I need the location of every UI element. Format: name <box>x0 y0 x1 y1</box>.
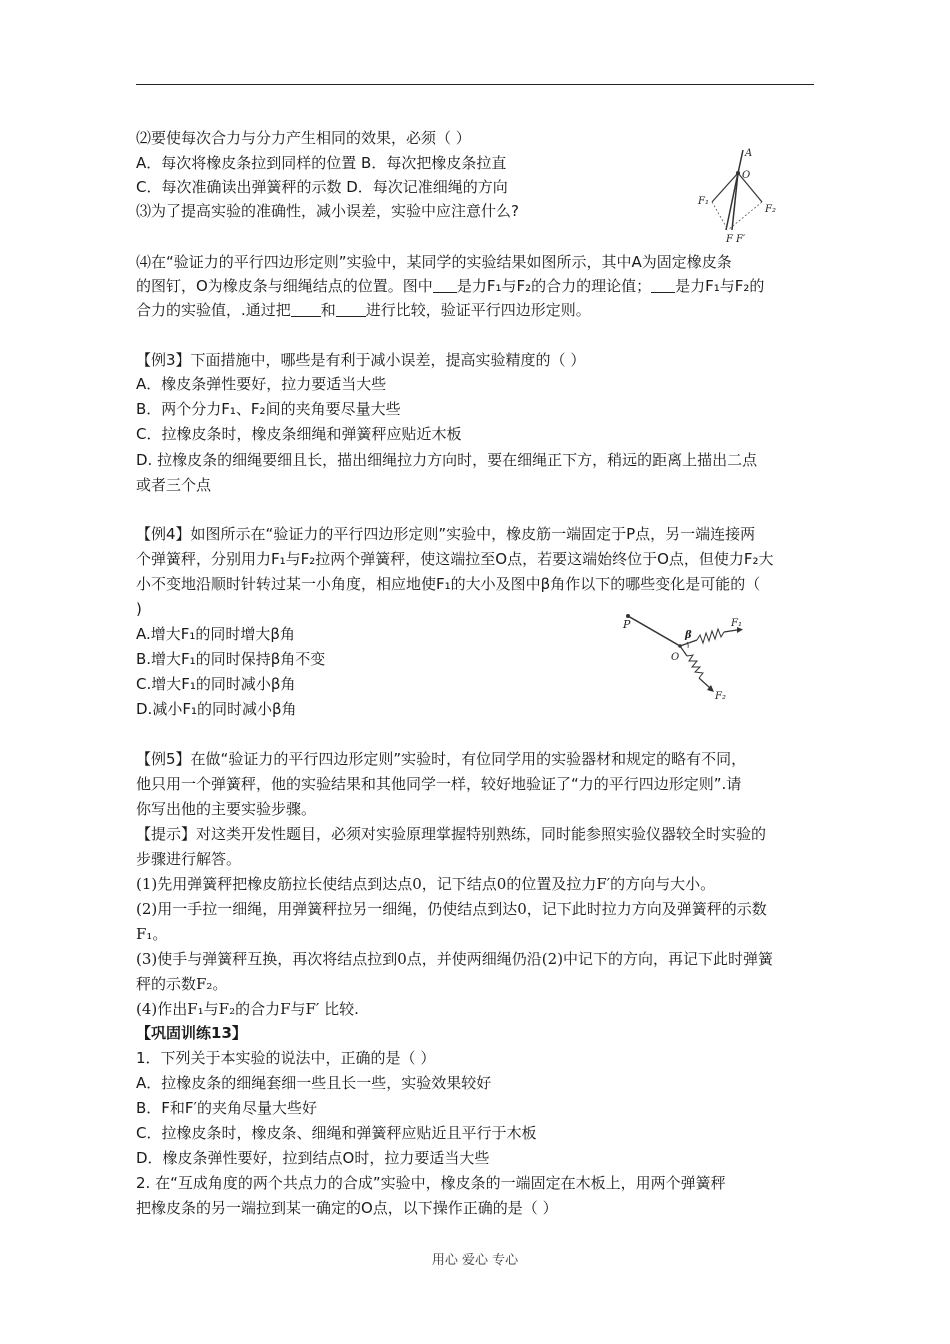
knot-point <box>736 171 740 175</box>
force-diagram-2 <box>615 608 765 703</box>
option-line: D.减小F₁的同时减小β角 <box>136 700 297 718</box>
blank-field[interactable] <box>433 278 457 293</box>
option-line: D．橡皮条弹性要好，拉到结点O时，拉力要适当大些 <box>136 1149 490 1167</box>
spring-scale-2 <box>687 655 703 678</box>
option-line: A．拉橡皮条的细绳套细一些且长一些，实验效果较好 <box>136 1074 492 1092</box>
step-line: (2)用一手拉一细绳，用弹簧秤拉另一细绳，仍使结点到达0，记下此时拉力方向及弹簧秤的示数 <box>136 900 767 918</box>
option-line: A．橡皮条弹性要好，拉力要适当大些 <box>136 375 387 393</box>
example-heading: 【例4】如图所示在“验证力的平行四边形定则”实验中，橡皮筋一端固定于P点，另一端连接两 <box>136 525 756 543</box>
step-line: (4)作出F₁与F₂的合力F与F′ 比较. <box>136 1000 359 1018</box>
parallelogram-edge <box>712 202 728 230</box>
text-line: 或者三个点 <box>136 476 212 494</box>
force-F-line <box>726 173 738 230</box>
text-segment: 是力F₁与F₂的合力的理论值； <box>456 277 652 295</box>
question-line: 1．下列关于本实验的说法中，正确的是（ ） <box>136 1049 436 1067</box>
fill-in-line <box>136 300 591 320</box>
label-F2: F₂ <box>765 204 776 215</box>
fill-in-line <box>136 276 764 296</box>
option-line: B.增大F₁的同时保持β角不变 <box>136 650 326 668</box>
option-line: B．F和F′的夹角尽量大些好 <box>136 1099 317 1117</box>
label-F: F <box>726 234 733 245</box>
text-segment: 和 <box>320 301 336 319</box>
force-F1-line <box>712 173 738 202</box>
option-line: A.增大F₁的同时增大β角 <box>136 625 295 643</box>
step-line: (3)使手与弹簧秤互换，再次将结点拉到0点，并使两细绳仍沿(2)中记下的方向，再记下此时弹簧 <box>136 950 774 968</box>
option-line: D. 拉橡皮条的细绳要细且长，描出细绳拉力方向时，要在细绳正下方，稍远的距离上描出二点 <box>136 451 758 469</box>
arrow-F1 <box>724 630 737 632</box>
option-line: C．拉橡皮条时，橡皮条、细绳和弹簧秤应贴近且平行于木板 <box>136 1124 537 1142</box>
option-line: B．两个分力F₁、F₂间的夹角要尽量大些 <box>136 400 401 418</box>
text-segment: 合力的实验值，.通过把 <box>136 301 291 319</box>
label-F2: F₂ <box>715 691 726 702</box>
force-Fp-line <box>732 173 738 230</box>
step-line: 秤的示数F₂。 <box>136 975 228 993</box>
text-segment: 是力F₁与F₂的 <box>675 277 765 295</box>
text-line: 他只用一个弹簧秤，他的实验结果和其他同学一样，较好地验证了“力的平行四边形定则”.请 <box>136 775 742 793</box>
option-line: C.增大F₁的同时减小β角 <box>136 675 296 693</box>
text-line: ⑵要使每次合力与分力产生相同的效果，必须（ ） <box>136 129 471 147</box>
example-heading: 【例3】下面措施中，哪些是有利于减小误差，提高实验精度的（ ） <box>136 351 586 369</box>
label-A: A <box>745 148 753 159</box>
text-line: ⑷在“验证力的平行四边形定则”实验中，某同学的实验结果如图所示，其中A为固定橡皮条 <box>136 253 732 271</box>
text-segment: 进行比较，验证平行四边形定则。 <box>365 301 591 319</box>
step-line: (1)先用弹簧秤把橡皮筋拉长使结点到达点0，记下结点0的位置及拉力F′的方向与大小。 <box>136 875 716 893</box>
header-rule <box>136 84 814 85</box>
blank-field[interactable] <box>651 278 675 293</box>
force-diagram-1 <box>690 140 790 250</box>
question-line: 把橡皮条的另一端拉到某一确定的O点，以下操作正确的是（ ） <box>136 1199 558 1217</box>
option-line: A．每次将橡皮条拉到同样的位置 B．每次把橡皮条拉直 <box>136 154 507 172</box>
section-heading: 【巩固训练13】 <box>136 1024 247 1042</box>
label-Fp: F′ <box>736 234 746 245</box>
label-beta: β <box>685 630 692 641</box>
label-O: O <box>671 652 680 663</box>
arrow-F2 <box>699 678 710 688</box>
label-F1: F₁ <box>698 196 709 207</box>
label-O: O <box>742 170 751 181</box>
text-line: ) <box>136 600 142 618</box>
blank-field[interactable] <box>336 302 366 317</box>
label-P: P <box>623 618 631 631</box>
hint-line: 步骤进行解答。 <box>136 850 242 868</box>
hint-line: 【提示】对这类开发性题目，必须对实验原理掌握特别熟练，同时能参照实验仪器较全时实验的 <box>136 825 767 843</box>
example-heading: 【例5】在做“验证力的平行四边形定则”实验时，有位同学用的实验器材和规定的略有不同， <box>136 750 747 768</box>
step-line: F₁。 <box>136 925 168 943</box>
string-F2 <box>680 646 687 656</box>
label-F1: F₁ <box>731 618 742 629</box>
text-line: 小不变地沿顺时针转过某一小角度，相应地使F₁的大小及图中β角作以下的哪些变化是可能的（ <box>136 575 761 593</box>
blank-field[interactable] <box>291 302 321 317</box>
spring-scale-1 <box>697 629 724 643</box>
text-line: 个弹簧秤，分别用力F₁与F₂拉两个弹簧秤，使这端拉至O点，若要这端始终位于O点，但使力F₂大 <box>136 550 774 568</box>
text-line: 你写出他的主要实验步骤。 <box>136 800 317 818</box>
option-line: C．每次准确读出弹簧秤的示数 D．每次记准细绳的方向 <box>136 178 508 196</box>
page-footer: 用心 爱心 专心 <box>431 1253 519 1268</box>
option-line: C．拉橡皮条时，橡皮条细绳和弹簧秤应贴近木板 <box>136 425 462 443</box>
question-line: 2. 在“互成角度的两个共点力的合成”实验中，橡皮条的一端固定在木板上，用两个弹簧秤 <box>136 1174 726 1192</box>
rubber-band-line <box>628 616 680 646</box>
text-line: ⑶为了提高实验的准确性，减小误差，实验中应注意什么? <box>136 202 519 220</box>
text-segment: 的图钉，O为橡皮条与细绳结点的位置。图中 <box>136 277 433 295</box>
knot-point <box>678 644 682 648</box>
